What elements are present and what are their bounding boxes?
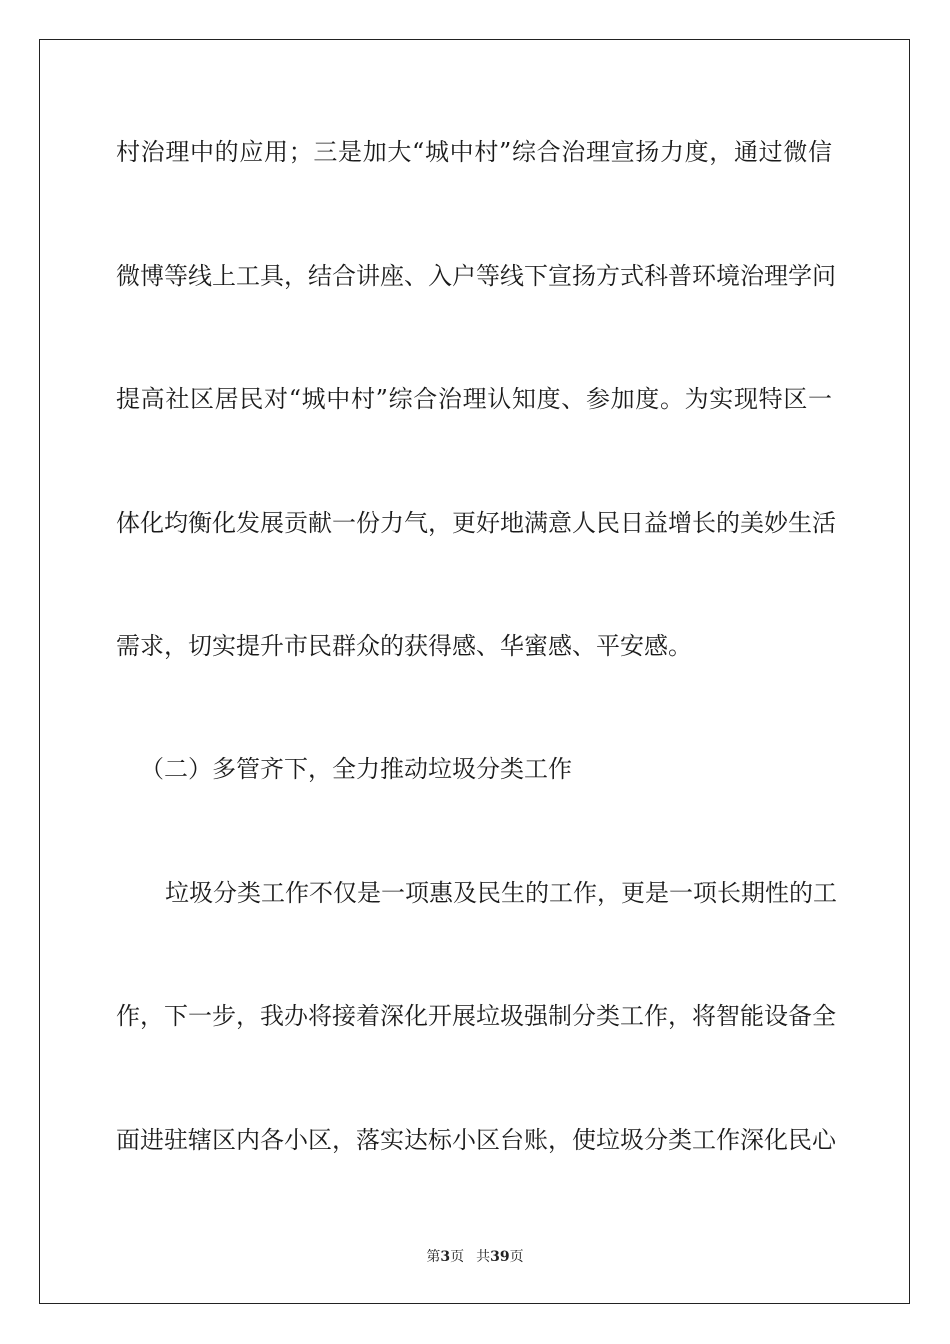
page-prefix: 第: [426, 1249, 441, 1265]
page-footer: [0, 1248, 950, 1266]
total-suffix: 页: [509, 1249, 524, 1265]
text-line: 村治理中的应用；三是加大“城中村”综合治理宣扬力度，通过微信: [116, 138, 832, 166]
page-number: 3: [440, 1249, 451, 1265]
page-suffix: 页: [450, 1249, 465, 1265]
text-line: 体化均衡化发展贡献一份力气，更好地满意人民日益增长的美妙生活: [116, 509, 836, 537]
page-border: [39, 39, 910, 1304]
total-pages: 39: [490, 1249, 510, 1265]
text-line: 微博等线上工具，结合讲座、入户等线下宣扬方式科普环境治理学问: [116, 262, 836, 290]
text-line: 垃圾分类工作不仅是一项惠及民生的工作，更是一项长期性的工: [165, 879, 837, 907]
section-heading: （二）多管齐下，全力推动垃圾分类工作: [140, 755, 572, 783]
total-prefix: 共: [476, 1249, 491, 1265]
text-line: 面进驻辖区内各小区，落实达标小区台账，使垃圾分类工作深化民心: [116, 1126, 836, 1154]
text-line: 需求，切实提升市民群众的获得感、华蜜感、平安感。: [116, 632, 692, 660]
text-line: 提高社区居民对“城中村”综合治理认知度、参加度。为实现特区一: [116, 385, 832, 413]
text-line: 作，下一步，我办将接着深化开展垃圾强制分类工作，将智能设备全: [116, 1002, 836, 1030]
